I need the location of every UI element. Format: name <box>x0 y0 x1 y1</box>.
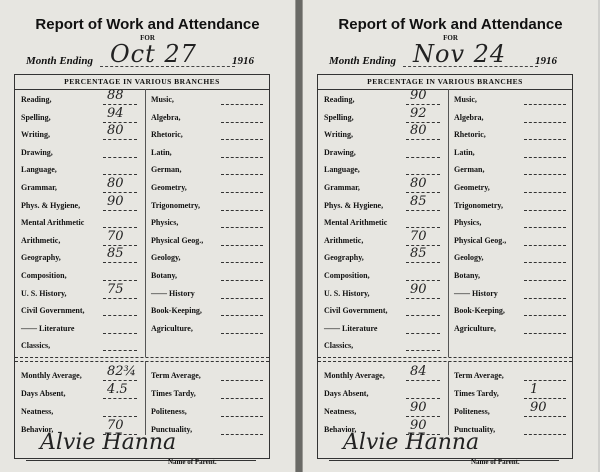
handwritten-grade: 90 <box>530 400 547 415</box>
subject-row <box>151 269 267 283</box>
grade-blank-line <box>406 416 440 417</box>
subject-label: Punctuality, <box>151 425 193 434</box>
subject-label: Spelling, <box>324 112 354 122</box>
subject-row <box>454 251 570 265</box>
subject-row <box>454 269 570 283</box>
subject-row <box>151 163 267 177</box>
grade-blank-line <box>221 227 263 228</box>
subject-label: U. S. History, <box>324 288 370 298</box>
grade-blank-line <box>406 280 440 281</box>
grade-blank-line <box>221 122 263 123</box>
handwritten-grade: 80 <box>107 176 124 191</box>
subject-label: Phys. & Hygiene, <box>324 200 384 210</box>
grade-blank-line <box>406 262 440 263</box>
subject-label: Geography, <box>324 253 364 263</box>
section-divider <box>318 361 572 362</box>
subject-label: Behavior, <box>21 425 54 434</box>
subject-row <box>324 246 444 265</box>
subject-row <box>324 123 444 142</box>
section-divider <box>15 357 269 358</box>
grade-blank-line <box>406 333 440 334</box>
grade-blank-line <box>221 333 263 334</box>
subject-row <box>21 146 141 160</box>
grade-blank-line <box>103 104 137 105</box>
subject-label: Trigonometry, <box>454 200 503 210</box>
subject-row <box>151 181 267 195</box>
subject-label: Reading, <box>21 95 52 104</box>
subject-row <box>21 176 141 195</box>
summary-row <box>151 405 267 419</box>
subject-label: Geometry, <box>454 183 490 192</box>
grade-blank-line <box>221 210 263 211</box>
grade-blank-line <box>524 333 566 334</box>
grade-blank-line <box>406 315 440 316</box>
subject-label: Geology, <box>151 253 181 263</box>
subject-label: Punctuality, <box>454 425 496 434</box>
subject-row <box>21 246 141 265</box>
subject-row <box>324 281 444 301</box>
summary-row <box>454 369 570 383</box>
subject-label: Writing, <box>21 130 50 140</box>
summary-column-divider <box>145 361 146 435</box>
subject-row <box>454 234 570 248</box>
grade-blank-line <box>524 416 566 417</box>
handwritten-grade: 90 <box>107 193 124 209</box>
grade-blank-line <box>524 227 566 228</box>
summary-row <box>151 387 267 401</box>
grade-blank-line <box>406 104 440 105</box>
grade-blank-line <box>406 398 440 399</box>
subject-label: Algebra, <box>454 112 484 122</box>
subject-label: Times Tardy, <box>151 389 196 398</box>
subject-label: Agriculture, <box>454 323 496 333</box>
subject-row <box>454 339 570 353</box>
subject-row <box>151 128 267 142</box>
column-divider <box>448 89 449 357</box>
grade-blank-line <box>406 210 440 211</box>
subject-row <box>151 304 267 318</box>
handwritten-grade: 94 <box>107 105 124 121</box>
signature-line <box>26 460 256 461</box>
subject-label: Grammar, <box>21 183 57 192</box>
subject-row <box>454 146 570 160</box>
subject-row <box>21 269 141 283</box>
subject-label: Physics, <box>454 218 482 228</box>
handwritten-grade: 80 <box>107 123 124 139</box>
summary-row <box>21 405 141 419</box>
parent-signature-block <box>26 428 256 462</box>
subject-label: Arithmetic, <box>324 235 364 245</box>
grade-blank-line <box>103 315 137 316</box>
subject-label: Rhetoric, <box>454 130 486 140</box>
subject-row <box>21 88 141 107</box>
handwritten-grade: 90 <box>410 400 427 415</box>
subject-label: Algebra, <box>151 112 181 122</box>
subject-row <box>324 339 444 353</box>
handwritten-grade: 90 <box>410 281 427 297</box>
grade-blank-line <box>103 298 137 299</box>
handwritten-grade: 70 <box>107 228 124 244</box>
subject-row <box>151 339 267 353</box>
subject-row <box>151 93 267 107</box>
grade-blank-line <box>221 262 263 263</box>
subject-label: Composition, <box>324 271 370 280</box>
grade-blank-line <box>221 174 263 175</box>
subject-row <box>151 146 267 160</box>
subject-row <box>21 193 141 213</box>
handwritten-grade: 80 <box>410 176 427 191</box>
subject-label: German, <box>454 165 485 175</box>
subject-label: Rhetoric, <box>151 130 183 140</box>
grade-blank-line <box>524 157 566 158</box>
subject-row <box>151 251 267 265</box>
subject-row <box>454 322 570 336</box>
parent-signature-block <box>329 428 559 462</box>
grade-blank-line <box>103 416 137 417</box>
grade-blank-line <box>221 280 263 281</box>
grade-blank-line <box>221 380 263 381</box>
subject-label: Drawing, <box>21 147 53 157</box>
subject-label: Mental Arithmetic <box>21 218 85 228</box>
grade-blank-line <box>221 157 263 158</box>
summary-row <box>324 387 444 401</box>
summary-row <box>21 382 141 401</box>
subject-row <box>21 339 141 353</box>
handwritten-grade: 1 <box>530 382 539 397</box>
parent-signature: Alvie Hanna <box>40 430 177 455</box>
handwritten-grade: 88 <box>107 88 124 103</box>
subject-row <box>324 304 444 318</box>
handwritten-grade: 75 <box>107 281 124 297</box>
subject-label: Geology, <box>454 253 484 263</box>
subject-row <box>324 322 444 336</box>
subject-label: Arithmetic, <box>21 235 61 245</box>
grade-blank-line <box>103 262 137 263</box>
subject-label: Book-Keeping, <box>454 306 505 316</box>
subject-row <box>454 93 570 107</box>
signature-line <box>329 460 559 461</box>
grade-blank-line <box>524 398 566 399</box>
grade-blank-line <box>406 298 440 299</box>
month-ending-label: Month Ending <box>329 55 396 67</box>
grade-blank-line <box>103 350 137 351</box>
subject-label: Composition, <box>21 271 67 280</box>
handwritten-grade: 85 <box>107 246 124 262</box>
subject-row <box>454 111 570 125</box>
subject-label: Music, <box>151 95 174 104</box>
section-divider <box>318 357 572 358</box>
handwritten-grade: 4.5 <box>107 382 128 397</box>
grade-blank-line <box>524 122 566 123</box>
subject-label: Days Absent, <box>324 389 369 398</box>
handwritten-grade: 84 <box>410 364 427 379</box>
grade-blank-line <box>221 139 263 140</box>
subject-label: Monthly Average, <box>324 371 385 380</box>
for-label: FOR <box>443 34 458 42</box>
grade-blank-line <box>524 298 566 299</box>
subject-label: Drawing, <box>324 147 356 157</box>
handwritten-grade: 90 <box>410 418 427 433</box>
summary-row <box>324 400 444 419</box>
grade-blank-line <box>221 315 263 316</box>
parent-signature: Alvie Hanna <box>343 430 480 455</box>
subject-label: Phys. & Hygiene, <box>21 200 81 210</box>
subject-label: Civil Government, <box>21 306 85 316</box>
grade-blank-line <box>103 380 137 381</box>
grade-blank-line <box>103 398 137 399</box>
handwritten-grade: 70 <box>410 228 427 244</box>
subject-label: Latin, <box>151 147 172 157</box>
year-label: 1916 <box>535 55 557 67</box>
report-title: Report of Work and Attendance <box>35 16 260 33</box>
subject-label: Reading, <box>324 95 355 104</box>
subject-label: Music, <box>454 95 477 104</box>
grade-blank-line <box>221 298 263 299</box>
subject-label: Language, <box>324 165 360 175</box>
subject-row <box>454 163 570 177</box>
handwritten-grade: 92 <box>410 105 427 121</box>
subject-label: Classics, <box>324 341 354 351</box>
branches-header: PERCENTAGE IN VARIOUS BRANCHES <box>318 75 572 90</box>
subject-label: Trigonometry, <box>151 200 200 210</box>
subject-row <box>454 216 570 230</box>
section-divider <box>15 361 269 362</box>
grade-blank-line <box>406 350 440 351</box>
summary-row <box>151 369 267 383</box>
subject-label: U. S. History, <box>21 288 67 298</box>
signature-caption: Name of Parent. <box>168 458 217 466</box>
grade-blank-line <box>221 192 263 193</box>
branches-header: PERCENTAGE IN VARIOUS BRANCHES <box>15 75 269 90</box>
grade-blank-line <box>103 157 137 158</box>
subject-label: Term Average, <box>454 371 504 380</box>
subject-label: Botany, <box>454 271 481 280</box>
subject-row <box>454 181 570 195</box>
subject-row <box>324 269 444 283</box>
subject-row <box>151 287 267 301</box>
subject-label: Mental Arithmetic <box>324 218 388 228</box>
year-label: 1916 <box>232 55 254 67</box>
subject-label: Neatness, <box>324 407 357 416</box>
subject-row <box>324 193 444 213</box>
subject-label: Politeness, <box>454 407 490 416</box>
subject-label: Geometry, <box>151 183 187 192</box>
subject-row <box>151 111 267 125</box>
grade-blank-line <box>406 139 440 140</box>
subject-label: —— History <box>151 288 195 298</box>
grade-blank-line <box>221 398 263 399</box>
subject-row <box>21 281 141 301</box>
grades-table <box>317 74 573 459</box>
subject-label: Times Tardy, <box>454 389 499 398</box>
subject-label: Civil Government, <box>324 306 388 316</box>
grades-table <box>14 74 270 459</box>
signature-caption: Name of Parent. <box>471 458 520 466</box>
subject-label: Latin, <box>454 147 475 157</box>
summary-column-divider <box>448 361 449 435</box>
handwritten-grade: 85 <box>410 193 427 209</box>
subject-label: Geography, <box>21 253 61 263</box>
grade-blank-line <box>221 104 263 105</box>
grade-blank-line <box>524 280 566 281</box>
subject-row <box>324 88 444 107</box>
subject-row <box>151 322 267 336</box>
report-card-november <box>302 0 598 472</box>
subject-row <box>21 123 141 142</box>
grade-blank-line <box>406 380 440 381</box>
column-divider <box>145 89 146 357</box>
subject-row <box>454 199 570 213</box>
subject-row <box>151 234 267 248</box>
report-title: Report of Work and Attendance <box>338 16 563 33</box>
for-label: FOR <box>140 34 155 42</box>
grade-blank-line <box>103 210 137 211</box>
summary-row <box>454 400 570 419</box>
subject-label: Politeness, <box>151 407 187 416</box>
grade-blank-line <box>221 416 263 417</box>
grade-blank-line <box>103 280 137 281</box>
grade-blank-line <box>406 192 440 193</box>
month-ending-label: Month Ending <box>26 55 93 67</box>
subject-label: Days Absent, <box>21 389 66 398</box>
grade-blank-line <box>524 174 566 175</box>
subject-label: Writing, <box>324 130 353 140</box>
grade-blank-line <box>524 139 566 140</box>
grade-blank-line <box>524 315 566 316</box>
subject-label: Monthly Average, <box>21 371 82 380</box>
subject-label: Behavior, <box>324 425 357 434</box>
subject-label: Classics, <box>21 341 51 351</box>
subject-label: Book-Keeping, <box>151 306 202 316</box>
subject-label: Language, <box>21 165 57 175</box>
grade-blank-line <box>524 192 566 193</box>
subject-label: Neatness, <box>21 407 54 416</box>
subject-label: Physical Geog., <box>151 235 204 245</box>
handwritten-grade: 80 <box>410 123 427 139</box>
handwritten-grade: 85 <box>410 246 427 262</box>
summary-row <box>21 364 141 383</box>
grade-blank-line <box>524 262 566 263</box>
subject-label: —— Literature <box>21 323 75 333</box>
grade-blank-line <box>524 380 566 381</box>
subject-row <box>454 128 570 142</box>
subject-label: Agriculture, <box>151 323 193 333</box>
subject-label: Grammar, <box>324 183 360 192</box>
subject-label: Physics, <box>151 218 179 228</box>
grade-blank-line <box>524 245 566 246</box>
grade-blank-line <box>103 192 137 193</box>
summary-row <box>324 364 444 383</box>
month-ending-value: Oct 27 <box>110 40 197 68</box>
grade-blank-line <box>103 333 137 334</box>
handwritten-grade: 70 <box>107 418 124 433</box>
subject-row <box>324 176 444 195</box>
subject-label: —— Literature <box>324 323 378 333</box>
subject-row <box>454 287 570 301</box>
subject-row <box>454 304 570 318</box>
summary-row <box>454 382 570 401</box>
subject-label: Spelling, <box>21 112 51 122</box>
month-ending-value: Nov 24 <box>413 40 507 68</box>
subject-label: Physical Geog., <box>454 235 507 245</box>
subject-label: German, <box>151 165 182 175</box>
subject-row <box>151 199 267 213</box>
subject-row <box>324 146 444 160</box>
grade-blank-line <box>524 210 566 211</box>
report-card-october <box>0 0 296 472</box>
grade-blank-line <box>221 245 263 246</box>
subject-row <box>21 322 141 336</box>
grade-blank-line <box>103 139 137 140</box>
subject-row <box>151 216 267 230</box>
subject-label: Botany, <box>151 271 178 280</box>
handwritten-grade: 90 <box>410 88 427 103</box>
grade-blank-line <box>524 104 566 105</box>
subject-row <box>21 304 141 318</box>
handwritten-grade: 82¾ <box>107 364 137 379</box>
grade-blank-line <box>406 157 440 158</box>
subject-label: Term Average, <box>151 371 201 380</box>
subject-label: —— History <box>454 288 498 298</box>
